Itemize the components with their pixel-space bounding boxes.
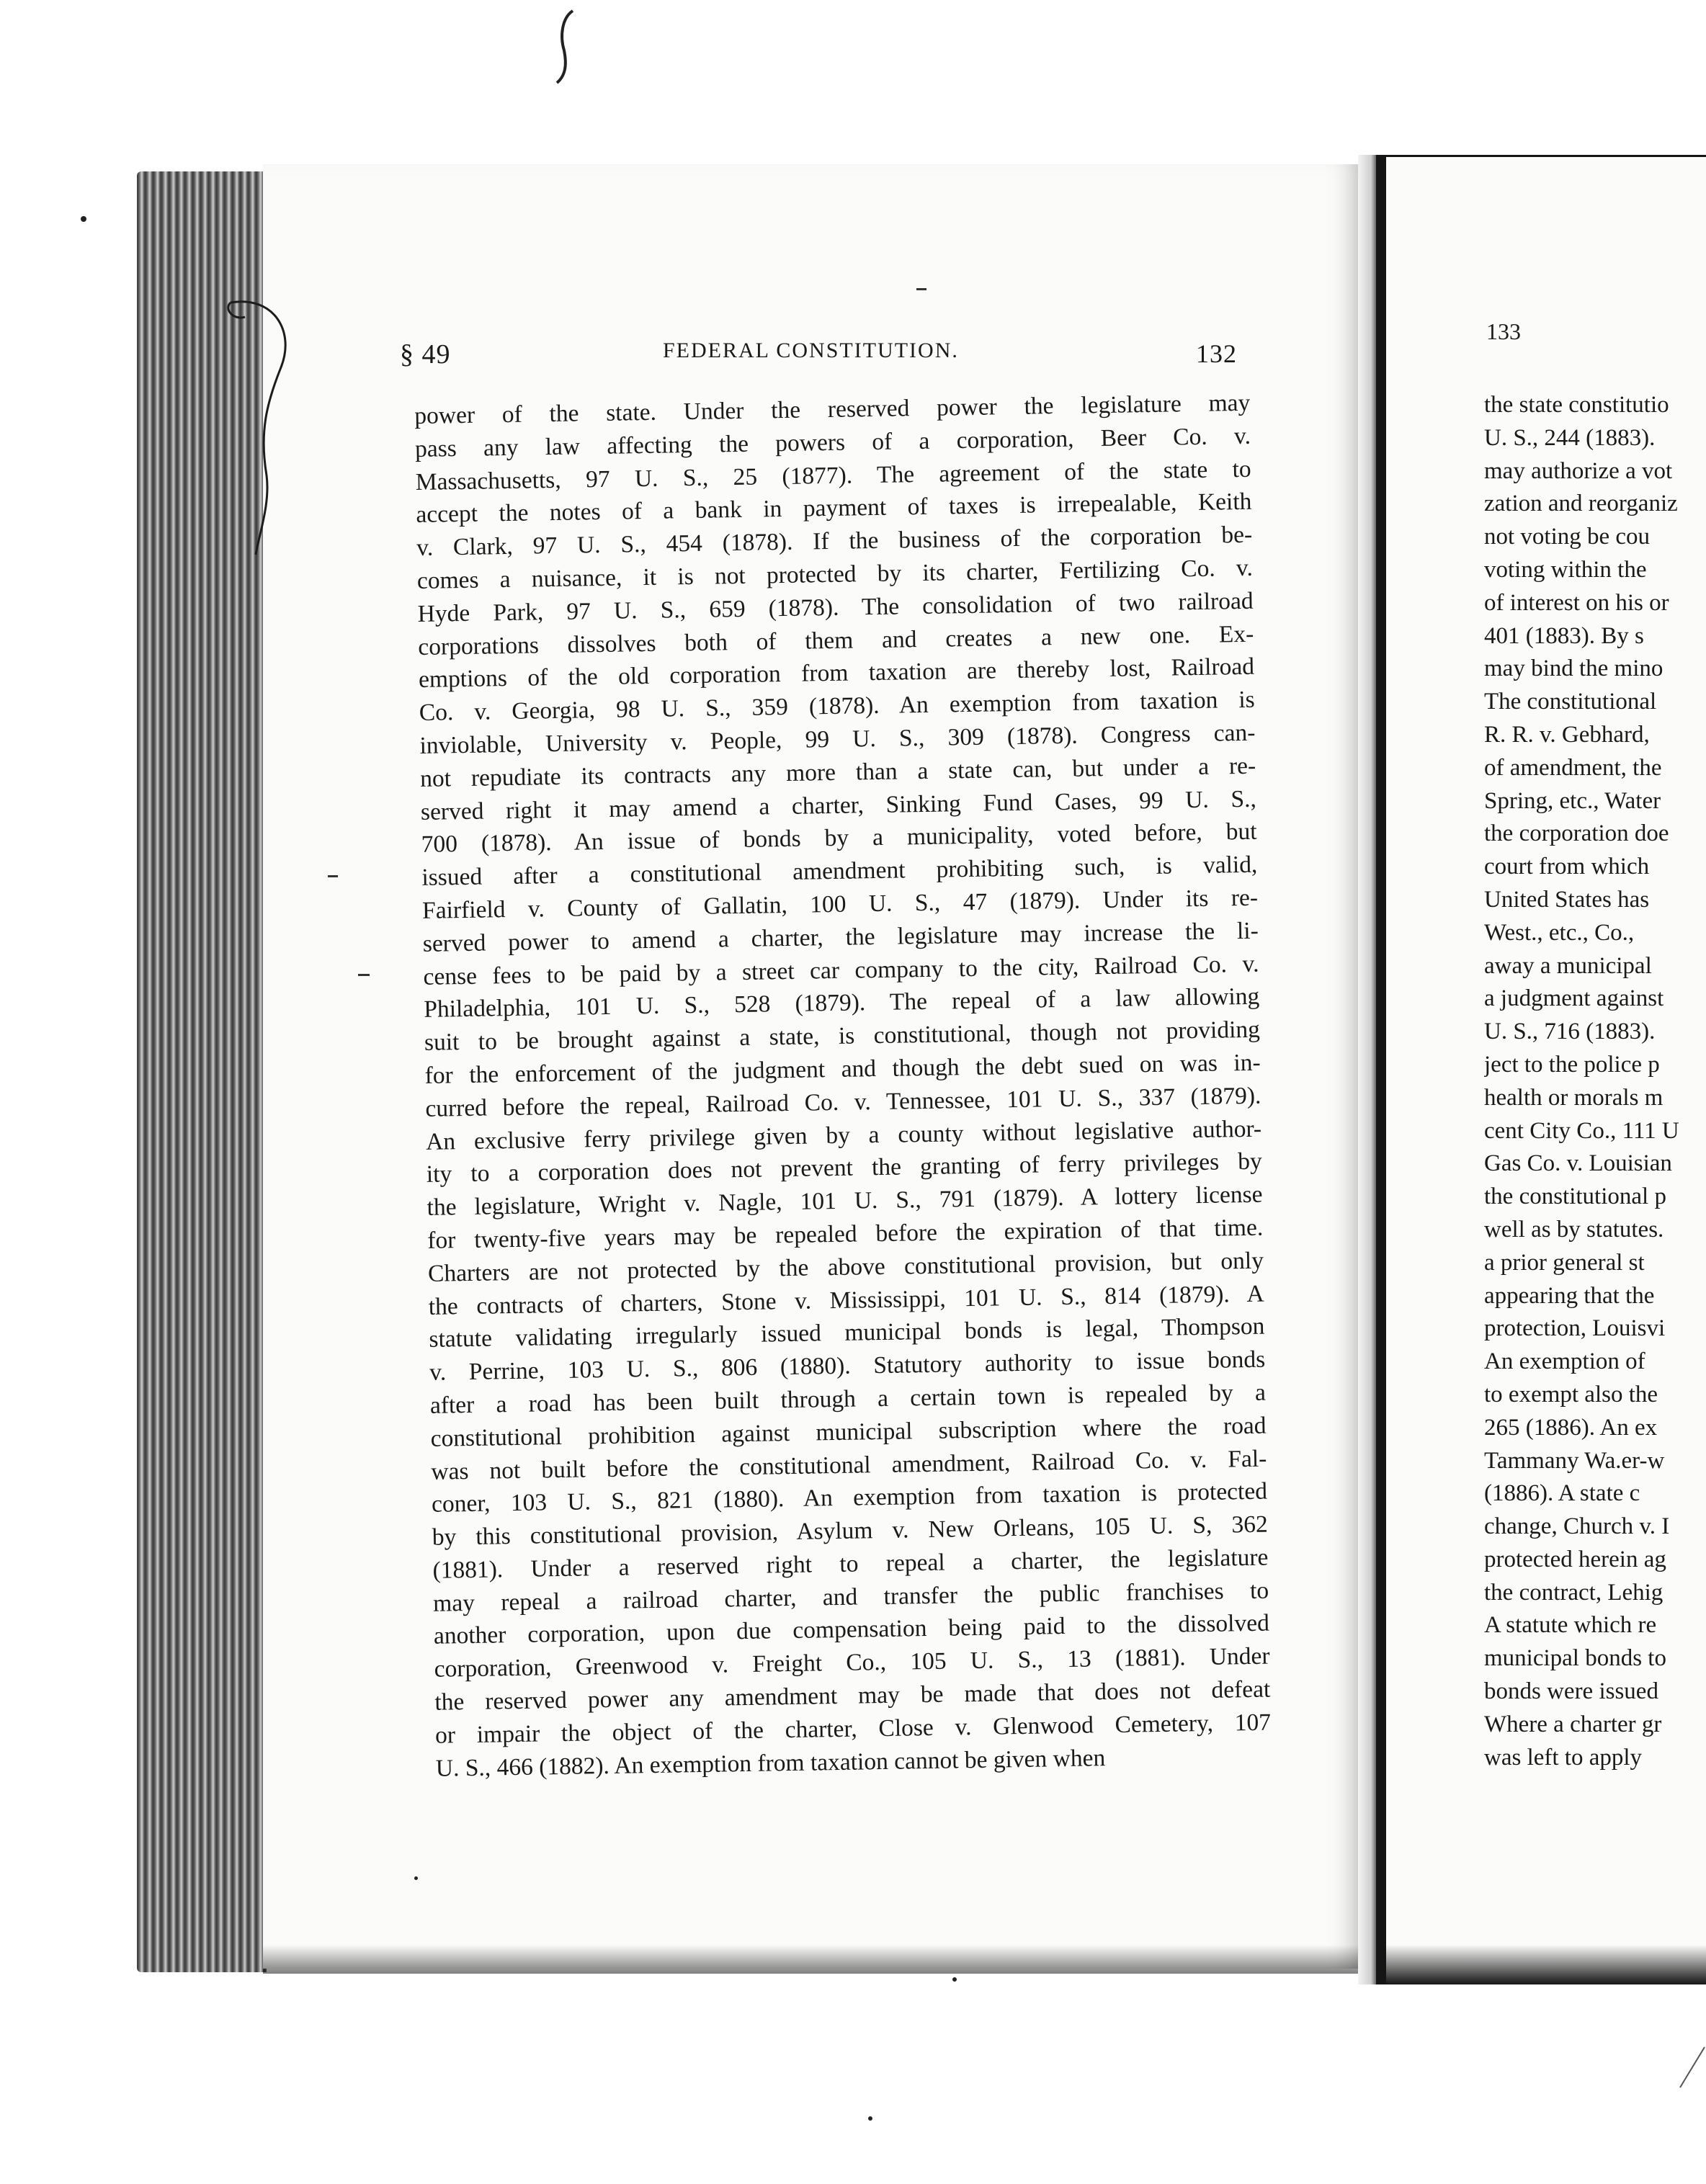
text-line: was left to apply [1484, 1744, 1643, 1771]
right-page-body-text [1484, 389, 1706, 1774]
text-line: change, Church v. I [1484, 1513, 1670, 1540]
text-line: coner, 103 U. S., 821 (1880). An exemption from taxation is protected [431, 1477, 1268, 1518]
text-line: Tammany Wa.er-w [1484, 1447, 1665, 1474]
text-line: the contracts of charters, Stone v. Mississippi, 101 U. S., 814 (1879). A [428, 1280, 1264, 1320]
text-line: health or morals m [1484, 1084, 1663, 1111]
text-line: another corporation, upon due compensation being paid to the dissolved [433, 1610, 1270, 1650]
text-line: for twenty-five years may be repealed before the expiration of that time. [427, 1214, 1264, 1254]
speck [952, 1977, 957, 1982]
text-line: 700 (1878). An issue of bonds by a municipality, voted before, but [421, 818, 1257, 859]
text-line: voting within the [1484, 556, 1647, 583]
speck [81, 216, 86, 222]
text-line: to exempt also the [1484, 1381, 1658, 1407]
text-line: zation and reorganiz [1484, 491, 1678, 517]
text-line: the corporation doe [1484, 820, 1669, 847]
text-line: the contract, Lehig [1484, 1579, 1663, 1606]
text-line: United States has [1484, 886, 1650, 913]
text-line: accept the notes of a bank in payment of taxes is irrepealable, Keith [416, 488, 1252, 529]
speck [868, 2116, 872, 2121]
text-line: cense fees to be paid by a street car company to the city, Railroad Co. v. [423, 950, 1259, 990]
text-line: Massachusetts, 97 U. S., 25 (1877). The agreement of the state to [415, 455, 1251, 496]
text-line: The constitutional [1484, 689, 1657, 715]
text-line: An exclusive ferry privilege given by a county without legislative author- [425, 1115, 1262, 1155]
text-line: appearing that the [1484, 1282, 1655, 1309]
text-line: the constitutional p [1484, 1183, 1666, 1210]
left-page-bottom-shadow [263, 1945, 1358, 1974]
text-line: constitutional prohibition against municipal subscription where the road [430, 1412, 1267, 1452]
text-line: corporation, Greenwood v. Freight Co., 105 U. S., 13 (1881). Under [434, 1642, 1270, 1683]
text-line: pass any law affecting the powers of a corporation, Beer Co. v. [414, 422, 1251, 462]
stray-mark [358, 974, 370, 976]
text-line: of interest on his or [1484, 589, 1669, 616]
text-line: the legislature, Wright v. Nagle, 101 U. S., 791 (1879). A lottery license [426, 1181, 1263, 1221]
text-line: A statute which re [1484, 1612, 1657, 1639]
text-line: v. Perrine, 103 U. S., 806 (1880). Statutory authority to issue bonds [429, 1346, 1266, 1386]
text-line: Charters are not protected by the above constitutional provision, but only [427, 1247, 1264, 1287]
bookmark-thread-icon [216, 288, 303, 562]
text-line: cent City Co., 111 U [1484, 1117, 1679, 1144]
text-line: ject to the police p [1484, 1051, 1660, 1078]
text-line: R. R. v. Gebhard, [1484, 721, 1650, 748]
text-line: served power to amend a charter, the legislature may increase the li- [422, 917, 1259, 957]
text-line: 401 (1883). By s [1484, 622, 1644, 649]
text-line: well as by statutes. [1484, 1216, 1664, 1243]
text-line: inviolable, University v. People, 99 U. S., 309 (1878). Congress can- [419, 719, 1256, 759]
text-line: not repudiate its contracts any more than a state can, but under a re- [419, 752, 1256, 792]
text-line: Co. v. Georgia, 98 U. S., 359 (1878). An exemption from taxation is [419, 686, 1255, 727]
text-line: bonds were issued [1484, 1678, 1658, 1705]
text-line: suit to be brought against a state, is constitutional, though not providing [424, 1016, 1261, 1057]
text-line: not voting be cou [1484, 524, 1651, 550]
text-line: U. S., 244 (1883). [1484, 424, 1656, 451]
text-line: municipal bonds to [1484, 1645, 1666, 1672]
text-line: protected herein ag [1484, 1546, 1666, 1572]
speck [414, 1876, 418, 1880]
text-line: (1881). Under a reserved right to repeal a charter, the legislature [432, 1544, 1269, 1584]
running-title: FEDERAL CONSTITUTION. [663, 339, 959, 362]
text-line: of amendment, the [1484, 754, 1662, 781]
section-number: § 49 [400, 339, 451, 370]
text-line: curred before the repeal, Railroad Co. v. Tennessee, 101 U. S., 337 (1879). [425, 1082, 1261, 1122]
stray-mark [328, 875, 338, 877]
text-line: Philadelphia, 101 U. S., 528 (1879). The repeal of a law allowing [424, 983, 1260, 1024]
text-line: West., etc., Co., [1484, 919, 1635, 946]
text-line: a prior general st [1484, 1249, 1645, 1276]
text-line: Where a charter gr [1484, 1711, 1662, 1737]
text-line: the reserved power any amendment may be made that does not defeat [434, 1675, 1271, 1716]
text-line: was not built before the constitutional amendment, Railroad Co. v. Fal- [431, 1445, 1267, 1485]
text-line: Spring, etc., Water [1484, 787, 1661, 814]
page-number-left: 132 [1196, 339, 1237, 368]
text-line: for the enforcement of the judgment and though the debt sued on was in- [424, 1049, 1261, 1089]
text-line: may authorize a vot [1484, 457, 1673, 484]
stray-mark [916, 288, 926, 290]
text-line: 265 (1886). An ex [1484, 1414, 1658, 1441]
text-line: after a road has been built through a certain town is repealed by a [429, 1379, 1267, 1419]
text-line: the state constitutio [1484, 392, 1669, 418]
text-line: by this constitutional provision, Asylum v. New Orleans, 105 U. S, 362 [432, 1511, 1268, 1551]
text-line: Gas Co. v. Louisian [1484, 1150, 1672, 1177]
text-line: a judgment against [1484, 985, 1664, 1012]
text-line: Hyde Park, 97 U. S., 659 (1878). The consolidation of two railroad [417, 587, 1254, 627]
text-line: ity to a corporation does not prevent the granting of ferry privileges by [426, 1147, 1263, 1189]
text-line: An exemption of [1484, 1348, 1645, 1375]
text-line: U. S., 466 (1882). An exemption from taxation cannot be given when [435, 1744, 1106, 1782]
text-line: comes a nuisance, it is not protected by its charter, Fertilizing Co. v. [416, 554, 1254, 594]
text-line: statute validating irregularly issued municipal bonds is legal, Thompson [429, 1312, 1265, 1353]
text-line: U. S., 716 (1883). [1484, 1019, 1656, 1045]
text-line: may repeal a railroad charter, and transfer the public franchises to [432, 1577, 1269, 1617]
text-line: v. Clark, 97 U. S., 454 (1878). If the business of the corporation be- [416, 521, 1253, 562]
stray-line-icon [1679, 2046, 1706, 2089]
text-line: court from which [1484, 854, 1650, 880]
left-page-body-text [414, 387, 1272, 1785]
text-line: served right it may amend a charter, Sinking Fund Cases, 99 U. S., [420, 785, 1257, 825]
stray-ink-mark-icon [551, 7, 580, 86]
text-line: emptions of the old corporation from taxation are thereby lost, Railroad [418, 653, 1255, 694]
text-line: issued after a constitutional amendment prohibiting such, is valid, [421, 851, 1258, 892]
page-number-right: 133 [1486, 318, 1521, 344]
text-line: may bind the mino [1484, 655, 1663, 682]
text-line: away a municipal [1484, 952, 1652, 979]
text-line: power of the state. Under the reserved power the legislature may [414, 389, 1251, 429]
text-line: or impair the object of the charter, Close v. Glenwood Cemetery, 107 [434, 1709, 1272, 1749]
text-line: Fairfield v. County of Gallatin, 100 U. S., 47 (1879). Under its re- [421, 884, 1259, 924]
right-page-bottom-shadow [1376, 1945, 1706, 1984]
text-line: (1886). A state c [1484, 1480, 1640, 1507]
text-line: protection, Louisvi [1484, 1315, 1666, 1342]
text-line: corporations dissolves both of them and creates a new one. Ex- [418, 620, 1254, 661]
